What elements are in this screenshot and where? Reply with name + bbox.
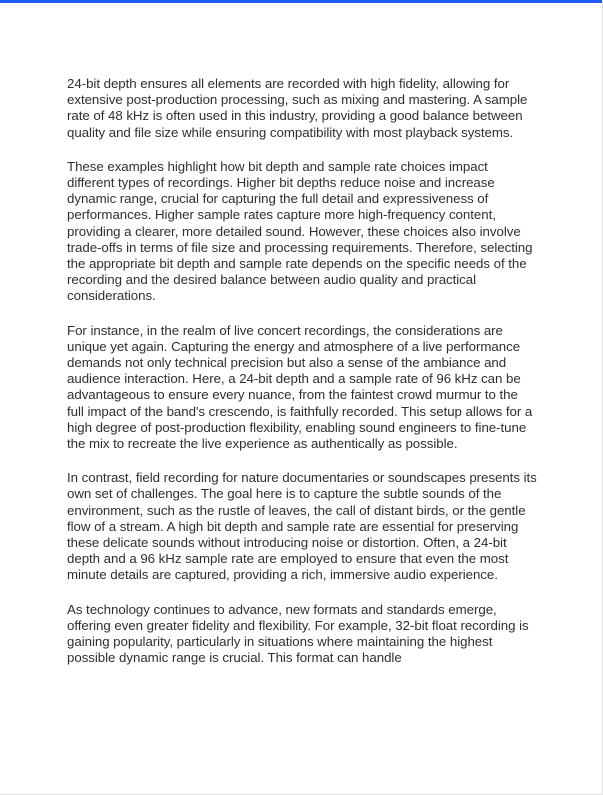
paragraph-live-concert: For instance, in the realm of live concert recordings, the considerations are unique yet again. Capturing the energy and atmosphere of a live performance demands not only technical precision but also a sense of the ambiance and audience interaction. Here, a 24-bit depth and a sample rate of 96 kHz can be advantageous to ensure every nuance, from the faintest crowd murmur to the full impact of the band's crescendo, is faithfully recorded. This setup allows for a high degree of post-production flexibility, enabling sound engineers to fine-tune the mix to recreate the live experience as authentically as possible. [67,322,533,452]
paragraph-bit-depth-fidelity: 24-bit depth ensures all elements are recorded with high fidelity, allowing for extensive post-production processing, such as mixing and mastering. A sample rate of 48 kHz is often used in this industry, providing a good balance between quality and file size while ensuring compatibility with most playback systems. [67,76,528,140]
paragraph-field-recording: In contrast, field recording for nature documentaries or soundscapes presents its own set of challenges. The goal here is to capture the subtle sounds of the environment, such as the rustle of leaves, the call of distant birds, or the gentle flow of a stream. A high bit depth and sample rate are essential for preserving these delicate sounds without introducing noise or distortion. Often, a 24-bit depth and a 96 kHz sample rate are employed to ensure that even the most minute details are captured, providing a rich, immersive audio experience. [67,470,537,583]
document-body [67,76,537,685]
paragraph-recording-tradeoffs: These examples highlight how bit depth and sample rate choices impact different types of recordings. Higher bit depths reduce noise and increase dynamic range, crucial for capturing the full detail and expressiveness of performances. Higher sample rates capture more high-frequency content, providing a clearer, more detailed sound. However, these choices also involve trade-offs in terms of file size and processing requirements. Therefore, selecting the appropriate bit depth and sample rate depends on the specific needs of the recording and the desired balance between audio quality and practical considerations. [67,158,533,304]
paragraph-new-formats: As technology continues to advance, new formats and standards emerge, offering even greater fidelity and flexibility. For example, 32-bit float recording is gaining popularity, particularly in situations where maintaining the highest possible dynamic range is crucial. This format can handle [67,601,529,666]
